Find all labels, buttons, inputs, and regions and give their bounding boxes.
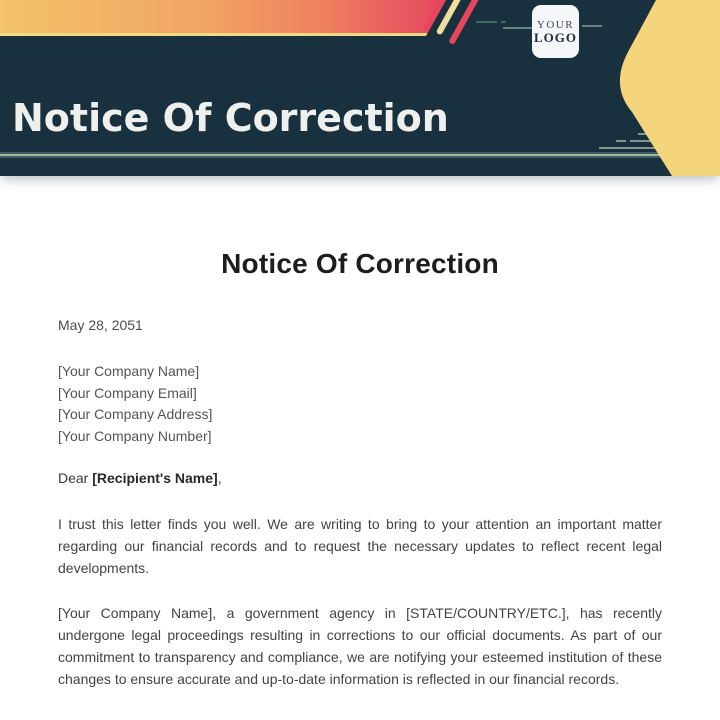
company-name-line: [Your Company Name]	[58, 363, 200, 379]
letter-date: May 28, 2051	[58, 317, 143, 333]
gradient-strip-bottom-edge	[0, 33, 446, 36]
company-number-line: [Your Company Number]	[58, 427, 212, 444]
company-email-line: [Your Company Email]	[58, 384, 197, 401]
company-info-block	[58, 361, 662, 447]
letter-heading: Notice Of Correction	[221, 248, 499, 279]
decor-dash-top-2	[501, 21, 506, 23]
logo-text-your: YOUR	[536, 18, 575, 31]
logo-text-logo: LOGO	[533, 29, 577, 45]
salutation-prefix: Dear	[58, 470, 93, 486]
letter-paragraph-1: I trust this letter finds you well. We are writing to bring to your attention an important matter regarding our financial records and to request the necessary updates to reflect recent legal developments.	[58, 516, 662, 576]
logo-side-dash-left	[503, 27, 532, 29]
header-banner	[0, 0, 720, 176]
banner-title: Notice Of Correction	[12, 96, 449, 140]
recipient-name: [Recipient's Name]	[92, 470, 218, 486]
letter-paragraph-2: [Your Company Name], a government agency in [STATE/COUNTRY/ETC.], has recently undergone legal proceedings resulting in corrections to our official documents. As part of our commitment to transparency and compliance, we are notifying your esteemed institution of these changes to ensure accurate and up-to-date information is reflected in our financial records.	[58, 605, 662, 687]
yellow-corner-shape	[590, 0, 720, 176]
header-gradient-strip	[0, 0, 446, 36]
logo-placeholder	[532, 5, 579, 58]
decor-dash-top-1	[476, 21, 497, 23]
company-address-line: [Your Company Address]	[58, 406, 213, 422]
salutation-line	[58, 470, 662, 486]
salutation-suffix: ,	[217, 470, 222, 486]
